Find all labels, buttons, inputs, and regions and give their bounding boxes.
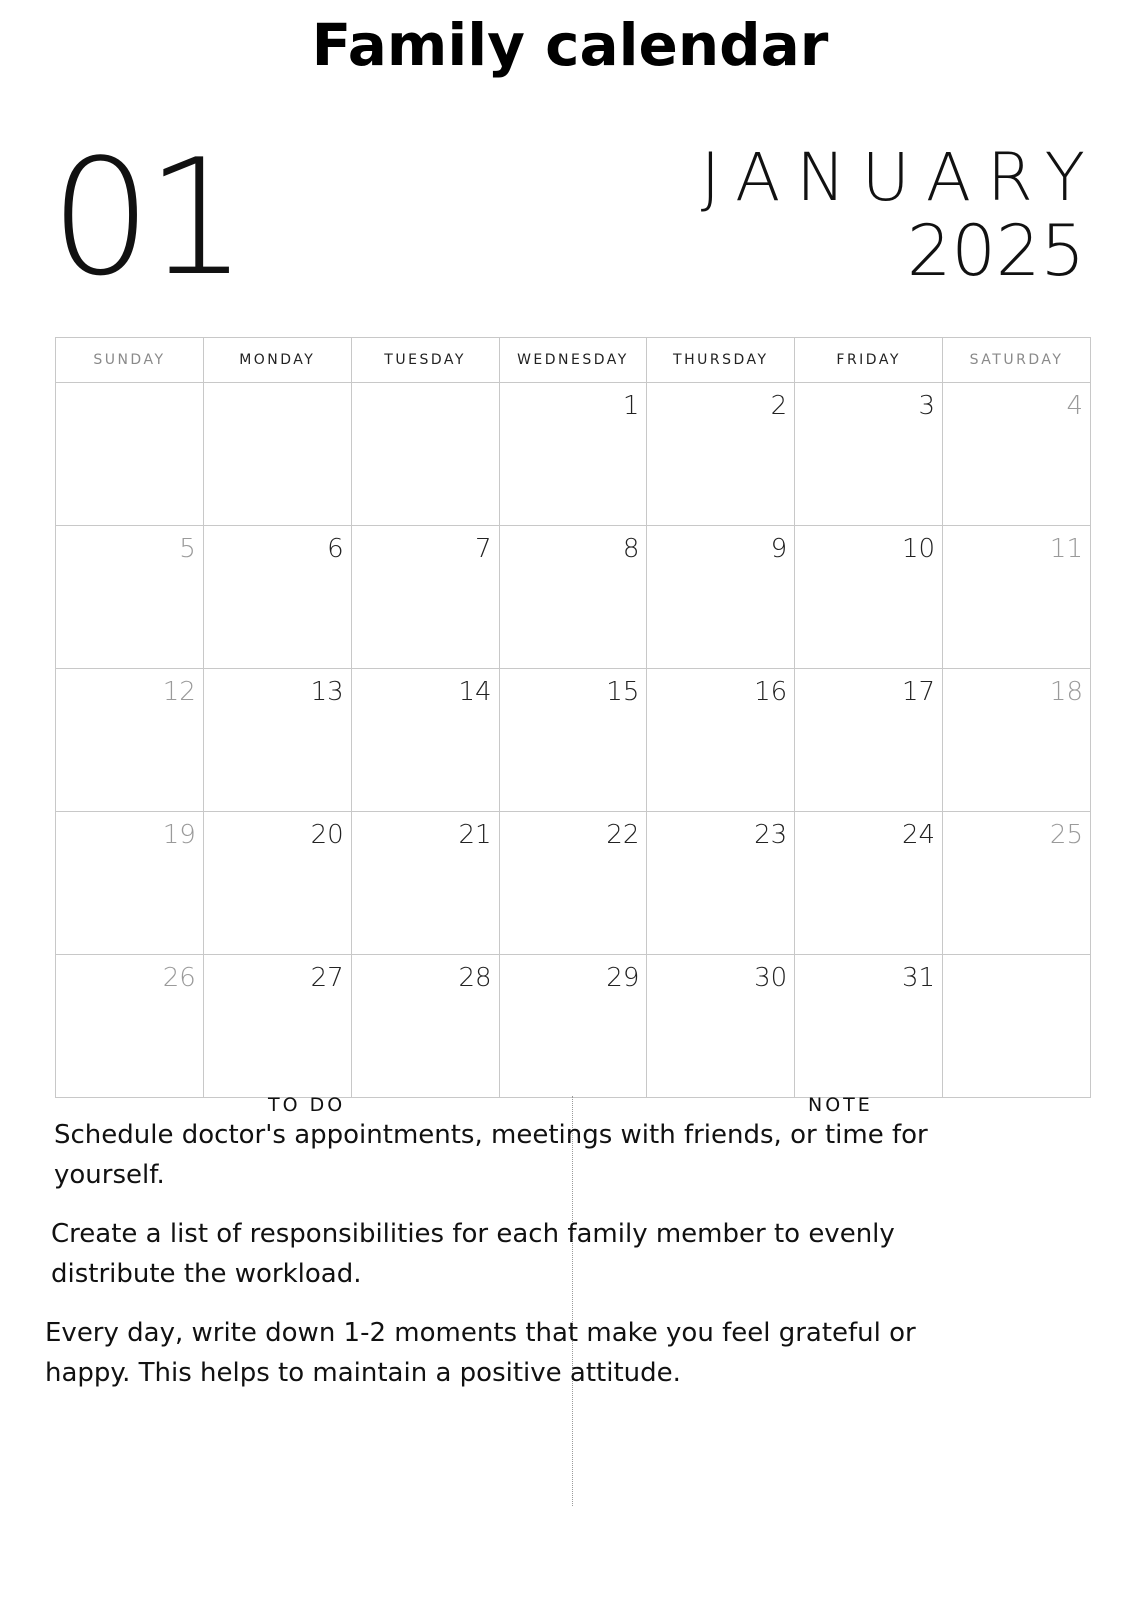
month-number: 01 [50, 124, 242, 311]
weekday-header-wednesday: WEDNESDAY [499, 338, 647, 383]
day-cell[interactable]: 6 [203, 526, 351, 669]
day-cell[interactable]: 1 [499, 383, 647, 526]
day-cell[interactable]: 29 [499, 955, 647, 1098]
day-cell[interactable] [351, 383, 499, 526]
day-cell[interactable]: 9 [647, 526, 795, 669]
weekday-header-monday: MONDAY [203, 338, 351, 383]
page-title: Family calendar [311, 11, 829, 79]
day-cell[interactable]: 20 [203, 812, 351, 955]
day-cell[interactable] [56, 383, 204, 526]
day-cell[interactable]: 4 [943, 383, 1091, 526]
day-cell[interactable]: 2 [647, 383, 795, 526]
day-cell[interactable]: 7 [351, 526, 499, 669]
day-cell[interactable] [203, 383, 351, 526]
week-row [56, 955, 1091, 1098]
day-cell[interactable]: 23 [647, 812, 795, 955]
week-row [56, 669, 1091, 812]
day-cell[interactable]: 10 [795, 526, 943, 669]
day-cell[interactable]: 13 [203, 669, 351, 812]
todo-section-label: TO DO [268, 1094, 346, 1116]
weekday-header-tuesday: TUESDAY [351, 338, 499, 383]
day-cell[interactable]: 19 [56, 812, 204, 955]
day-cell[interactable]: 21 [351, 812, 499, 955]
weekday-header-sunday: SUNDAY [56, 338, 204, 383]
week-row [56, 526, 1091, 669]
weekday-header-friday: FRIDAY [795, 338, 943, 383]
note-section-label: NOTE [808, 1094, 873, 1116]
day-cell[interactable]: 27 [203, 955, 351, 1098]
month-name: JANUARY [700, 139, 1101, 216]
day-cell[interactable]: 5 [56, 526, 204, 669]
day-cell[interactable] [943, 955, 1091, 1098]
day-cell[interactable]: 3 [795, 383, 943, 526]
day-cell[interactable]: 17 [795, 669, 943, 812]
day-cell[interactable]: 24 [795, 812, 943, 955]
weekday-header-row [56, 338, 1091, 383]
day-cell[interactable]: 26 [56, 955, 204, 1098]
day-cell[interactable]: 11 [943, 526, 1091, 669]
day-cell[interactable]: 14 [351, 669, 499, 812]
weekday-header-saturday: SATURDAY [943, 338, 1091, 383]
day-cell[interactable]: 25 [943, 812, 1091, 955]
day-cell[interactable]: 12 [56, 669, 204, 812]
calendar-grid [55, 337, 1091, 1098]
todo-item: Schedule doctor's appointments, meetings with friends, or time for yourself. [54, 1120, 928, 1190]
day-cell[interactable]: 18 [943, 669, 1091, 812]
day-cell[interactable]: 8 [499, 526, 647, 669]
year-label: 2025 [906, 210, 1085, 292]
day-cell[interactable]: 22 [499, 812, 647, 955]
day-cell[interactable]: 16 [647, 669, 795, 812]
weekday-header-thursday: THURSDAY [647, 338, 795, 383]
week-row [56, 812, 1091, 955]
week-row [56, 383, 1091, 526]
day-cell[interactable]: 30 [647, 955, 795, 1098]
day-cell[interactable]: 28 [351, 955, 499, 1098]
todo-item: Create a list of responsibilities for each family member to evenly distribute the workload. [51, 1219, 895, 1289]
day-cell[interactable]: 15 [499, 669, 647, 812]
day-cell[interactable]: 31 [795, 955, 943, 1098]
todo-item: Every day, write down 1-2 moments that make you feel grateful or happy. This helps to maintain a positive attitude. [45, 1318, 916, 1388]
